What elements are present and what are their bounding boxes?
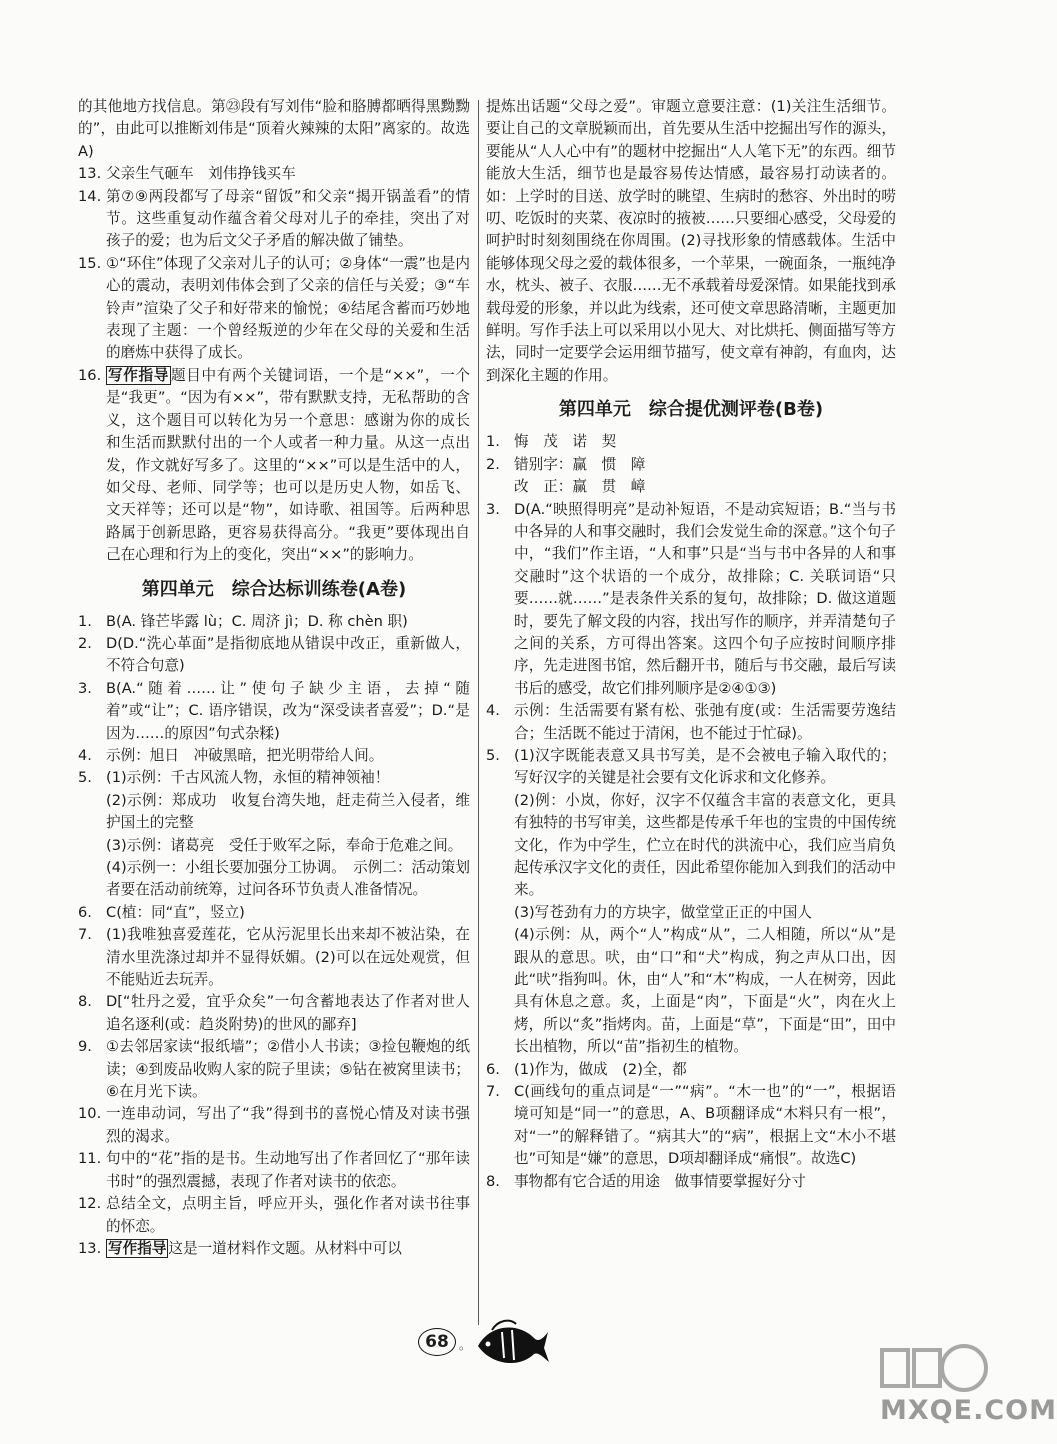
item-text (106, 1103, 470, 1148)
answer-subline: (2)示例：郑成功 收复台湾失地，赶走荷兰入侵者，维护国土的完整 (106, 791, 470, 832)
answer-subline: (3)写苍劲有力的方块字，做堂堂正正的中国人 (514, 903, 812, 921)
answer-item (78, 1148, 470, 1193)
answer-item (78, 1103, 470, 1148)
section-title: 第四单元 综合提优测评卷(B卷) (558, 399, 824, 421)
answer-item (78, 678, 470, 745)
item-body: D(D.“洗心革面”是指彻底地从错误中改正，重新做人，不符合句意) (106, 634, 470, 675)
item-text (514, 745, 896, 790)
answer-item (78, 163, 470, 185)
item-body: 示例：旭日 冲破黑暗，把光明带给人间。 (106, 746, 384, 764)
item-number: 14. (78, 187, 102, 205)
item-text (106, 678, 470, 745)
item-text (106, 924, 470, 991)
writing-guide-tag: 写作指导 (108, 1239, 167, 1257)
watermark-logo (878, 1340, 988, 1400)
answer-item (78, 365, 470, 567)
item-text (106, 1193, 470, 1238)
item-text (106, 253, 470, 365)
answer-subline: (4)示例：从，两个“人”构成“从”，二人相随，所以“从”是跟从的意思。吠，由“口”和“犬”构成，狗之声从口出，因此“吠”指狗叫。休，由“人”和“木”构成，一人在树旁，因此具有休息之意。炙，上面是“肉”，下面是“火”，肉在火上烤，所以“炙”指烤肉。苗，上面是“草”，下面是“田”，田中长出植物，所以“苗”指初生的植物。 (514, 926, 896, 1056)
item-text (514, 454, 896, 476)
item-body: C(植：同“直”，竖立) (106, 903, 245, 921)
item-body: (1)汉字既能表意又具书写美，是不会被电子输入取代的；写好汉字的关键是社会要有文化诉求和文化修养。 (514, 746, 896, 787)
item-number: 5. (486, 746, 500, 764)
item-body: 悔 茂 诺 契 (514, 433, 617, 451)
item-body: 父亲生气砸车 刘伟挣钱买车 (106, 165, 296, 183)
item-number: 11. (78, 1150, 102, 1168)
item-body: 事物都有它合适的用途 做事情要掌握好分寸 (514, 1172, 806, 1190)
item-body: 示例：生活需要有紧有松、张弛有度(或：生活需要劳逸结合；生活既不能过于清闲，也不能过于忙碌)。 (514, 702, 896, 742)
answer-item (78, 633, 470, 678)
item-body: 第⑦⑨两段都写了母亲“留饭”和父亲“揭开锅盖看”的情节。这些重复动作蕴含着父母对儿子的牵挂，突出了对孩子的爱；也为后文父子矛盾的解决做了铺垫。 (106, 187, 470, 250)
item-text (514, 1059, 896, 1081)
answer-item (486, 454, 896, 476)
answer-item (486, 1081, 896, 1171)
answer-item (78, 991, 470, 1036)
answer-item (486, 1171, 896, 1193)
item-text (106, 745, 470, 767)
item-number: 1. (486, 433, 500, 451)
item-number: 12. (78, 1195, 102, 1213)
item-text (106, 1148, 470, 1193)
item-number: 10. (78, 1105, 102, 1123)
column-divider (478, 100, 479, 1325)
item-number: 3. (78, 679, 92, 697)
right-column (486, 96, 896, 1193)
item-number: 2. (486, 455, 500, 473)
item-number: 15. (78, 254, 102, 272)
item-body: 句中的“花”指的是书。生动地写出了作者回忆了“那年读书时”的强烈震撼，表现了作者对读书的依恋。 (106, 1150, 470, 1190)
item-number: 13. (78, 165, 102, 183)
item-body: 错别字：赢 惯 障 (514, 455, 646, 473)
answer-item (486, 499, 896, 701)
paragraph: 的其他地方找信息。第㉓段有写刘伟“脸和胳膊都晒得黑黝黝的”，由此可以推断刘伟是“顶着火辣辣的太阳”离家的。故选A) (78, 98, 470, 160)
answer-subline: (3)示例：诸葛亮 受任于败军之际，奉命于危难之间。 (106, 836, 463, 854)
item-text (514, 1171, 896, 1193)
answer-item (78, 902, 470, 924)
item-body: B(A.“随着……让”使句子缺少主语，去掉“随着”或“让”；C. 语序错误，改为“深受读者喜爱”；D.“是因为……的原因”句式杂糅) (106, 679, 470, 742)
page-number: 68 (418, 1328, 456, 1356)
answer-item (486, 745, 896, 790)
section-title: 第四单元 综合达标训练卷(A卷) (141, 578, 407, 600)
item-text (106, 991, 470, 1036)
item-body: 一连串动词，写出了“我”得到书的喜悦心情及对读书强烈的渴求。 (106, 1105, 470, 1145)
item-text (514, 499, 896, 701)
answer-item (78, 1193, 470, 1238)
item-number: 1. (78, 612, 92, 630)
answer-item (78, 186, 470, 253)
item-text (106, 902, 470, 924)
answer-item (78, 745, 470, 767)
item-number: 8. (486, 1172, 500, 1190)
item-text (106, 1036, 470, 1103)
answer-subline: (2)例：小岚，你好，汉字不仅蕴含丰富的表意文化，更具有独特的书写审美，这些都是传承千年也的宝贵的中国传统文化，作为中学生，伫立在时代的洪流中心，我们应当肩负起传承汉字文化的责任，因此希望你能加入到我们的活动中来。 (514, 791, 896, 899)
item-text (514, 1081, 896, 1171)
item-body: ①“环住”体现了父亲对儿子的认可；②身体“一震”也是内心的震动，表明刘伟体会到了父亲的信任与关爱；③“车铃声”渲染了父子和好带来的愉悦；④结尾含蓄而巧妙地表现了主题：一个曾经叛逆的少年在父母的关爱和生活的磨炼中获得了成长。 (106, 254, 470, 362)
item-number: 6. (78, 903, 92, 921)
item-body: D[“牡丹之爱，宜乎众矣”一句含蓄地表达了作者对世人追名逐利(或：趋炎附势)的世风的鄙弃] (106, 993, 470, 1033)
item-number: 9. (78, 1038, 92, 1056)
answer-item (486, 700, 896, 745)
item-text (514, 431, 896, 453)
answer-subline: 改 正：赢 贯 嶂 (514, 478, 646, 496)
item-body: (1)我唯独喜爱莲花，它从污泥里长出来却不被沾染，在清水里洗涤过却并不显得妖媚。(2)可以在远处观赏，但不能贴近去玩弄。 (106, 926, 470, 989)
item-body: (1)示例：千古风流人物，永恒的精神领袖！ (106, 769, 390, 787)
item-text (106, 365, 470, 567)
writing-guide-tag: 写作指导 (108, 366, 170, 384)
item-text (106, 163, 470, 185)
item-text (106, 633, 470, 678)
item-number: 6. (486, 1060, 500, 1078)
paragraph: 提炼出话题“父母之爱”。审题立意要注意：(1)关注生活细节。要让自己的文章脱颖而出，首先要从生活中挖掘出写作的源头，要能从“人人心中有”的题材中挖掘出“人人笔下无”的东西。细节能放大生活，细节也是最容易传达情感，最容易打动读者的。如：上学时的目送、放学时的眺望、生病时的愁容、外出时的唠叨、吃饭时的夹菜、夜凉时的掖被……只要细心感受，父母爱的呵护时时刻刻围绕在你周围。(2)寻找形象的情感载体。生活中能够体现父母之爱的载体很多，一个苹果，一碗面条，一瓶纯净水，枕头、被子、衣服……无不承载着母爱深情。如果能找到承载母爱的形象，并以此为线索，还可使文章思路清晰，主题更加鲜明。写作手法上可以采用以小见大、对比烘托、侧面描写等方法，同时一定要学会运用细节描写，使文章有神韵，有血肉，达到深化主题的作用。 (486, 98, 896, 384)
item-number: 7. (78, 926, 92, 944)
item-body: (1)作为，做成 (2)全，都 (514, 1060, 687, 1078)
item-number: 4. (486, 702, 500, 720)
answer-item (78, 767, 470, 789)
item-body: 这是一道材料作文题。从材料中可以 (168, 1239, 402, 1257)
answer-item (486, 1059, 896, 1081)
watermark-text: MXQE.COM (880, 1395, 1057, 1426)
item-number: 13. (78, 1239, 102, 1257)
item-text (106, 767, 470, 789)
answer-item (486, 431, 896, 453)
answer-item (78, 924, 470, 991)
answer-item (78, 611, 470, 633)
item-body: 总结全文，点明主旨，呼应开头，强化作者对读书往事的怀恋。 (106, 1195, 470, 1235)
answer-item (78, 1036, 470, 1103)
item-number: 4. (78, 746, 92, 764)
item-text (514, 700, 896, 745)
item-body: ①去邻居家读“报纸墙”；②借小人书读；③捡包鞭炮的纸读；④到废品收购人家的院子里读；⑤钻在被窝里读书；⑥在月光下读。 (106, 1038, 470, 1101)
item-number: 7. (486, 1083, 500, 1101)
item-text (106, 611, 470, 633)
answer-item (78, 253, 470, 365)
item-number: 5. (78, 769, 92, 787)
left-column (78, 96, 470, 1260)
item-text (106, 1238, 470, 1260)
item-text (106, 186, 470, 253)
answer-subline: (4)示例一：小组长要加强分工协调。 示例二：活动策划者要在活动前统筹，过问各环节负责人准备情况。 (106, 859, 470, 899)
item-body: C(画线句的重点词是“一”“病”。“木一也”的“一”，根据语境可知是“同一”的意思，A、B项翻译成“木料只有一根”，对“一”的解释错了。“病其大”的“病”，根据上文“木小不堪也”可知是“嫌”的意思，D项却翻译成“痛恨”。故选C) (514, 1083, 896, 1168)
item-body: D(A.“映照得明亮”是动补短语，不是动宾短语；B.“当与书中各异的人和事交融时，我们会发觉生命的深意。”这个句子中，“我们”作主语，“人和事”只是“当与书中各异的人和事交融时”这个状语的一个成分，故排除；C. 关联词语“只要……就……”是表条件关系的复句，故排除；D. 做这道题时，要先了解文段的内容，找出写作的顺序，并弄清楚句子之间的关系，方可得出答案。这四个句子应按时间顺序排序，先走进图书馆，然后翻开书，随后与书交融，最后写读书后的感受，故它们排列顺序是②④①③) (514, 500, 896, 697)
item-number: 2. (78, 634, 92, 652)
item-number: 8. (78, 993, 92, 1011)
answer-item (78, 1238, 470, 1260)
item-number: 3. (486, 500, 500, 518)
fish-icon (472, 1318, 552, 1372)
item-body: 题目中有两个关键词语，一个是“××”，一个是“我更”。“因为有××”，带有默默支持，无私帮助的含义，这个题目可以转化为另一个意思：感谢为你的成长和生活而默默付出的一个人或者一种力量。从这一点出发，作文就好写多了。这里的“××”可以是生活中的人，如父母、老师、同学等；也可以是历史人物，如岳飞、文天祥等；还可以是“物”，如诗歌、祖国等。后两种思路属于创新思路，更容易获得高分。“我更”要体现出自己在心理和行为上的变化，突出“××”的影响力。 (106, 366, 470, 564)
item-body: B(A. 锋芒毕露 lù；C. 周济 jì；D. 称 chèn 职) (106, 612, 408, 630)
page-dot: 。 (459, 1338, 472, 1352)
item-number: 16. (78, 366, 102, 384)
